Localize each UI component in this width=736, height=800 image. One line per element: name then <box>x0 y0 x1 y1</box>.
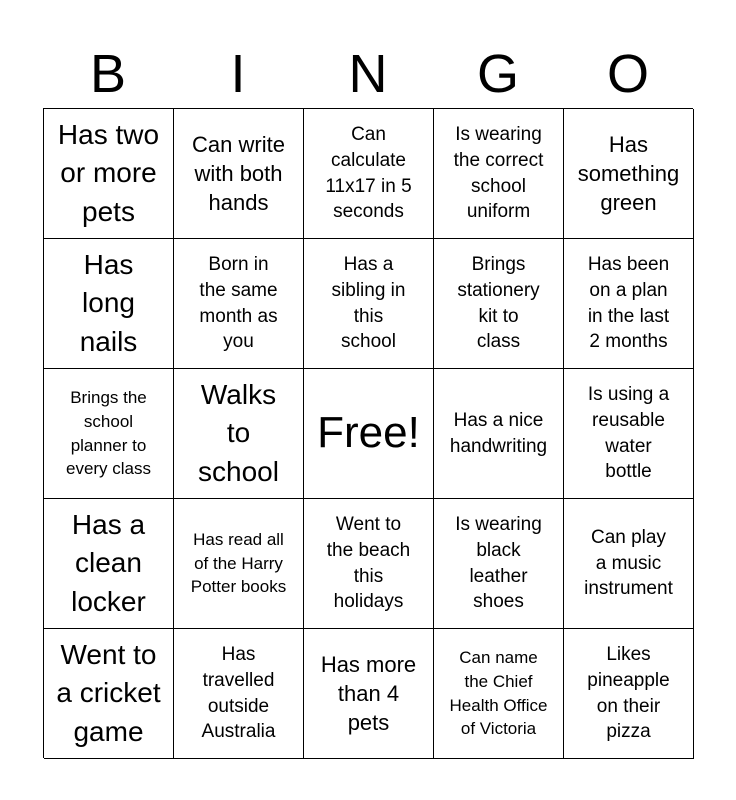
bingo-cell[interactable]: Is wearing black leather shoes <box>434 499 564 629</box>
bingo-cell[interactable]: Went to the beach this holidays <box>304 499 434 629</box>
bingo-cell[interactable]: Is using a reusable water bottle <box>564 369 694 499</box>
header-letter-n: N <box>348 44 388 104</box>
bingo-cell[interactable]: Brings the school planner to every class <box>44 369 174 499</box>
bingo-cell[interactable]: Went to a cricket game <box>44 629 174 759</box>
bingo-cell[interactable]: Has more than 4 pets <box>304 629 434 759</box>
bingo-cell[interactable]: Likes pineapple on their pizza <box>564 629 694 759</box>
bingo-cell[interactable]: Can play a music instrument <box>564 499 694 629</box>
bingo-cell[interactable]: Can name the Chief Health Office of Victoria <box>434 629 564 759</box>
bingo-cell[interactable]: Has a nice handwriting <box>434 369 564 499</box>
bingo-grid <box>43 108 693 758</box>
header-letter-o: O <box>606 44 649 104</box>
bingo-cell[interactable]: Has long nails <box>44 239 174 369</box>
free-space-cell[interactable]: Free! <box>304 369 434 499</box>
bingo-cell[interactable]: Has been on a plan in the last 2 months <box>564 239 694 369</box>
bingo-cell[interactable]: Has a sibling in this school <box>304 239 434 369</box>
header-letter-g: G <box>476 44 519 104</box>
bingo-cell[interactable]: Can calculate 11x17 in 5 seconds <box>304 109 434 239</box>
bingo-cell[interactable]: Has travelled outside Australia <box>174 629 304 759</box>
bingo-cell[interactable]: Is wearing the correct school uniform <box>434 109 564 239</box>
bingo-cell[interactable]: Walks to school <box>174 369 304 499</box>
header-letter-i: I <box>230 44 246 104</box>
header-letter-b: B <box>89 44 127 104</box>
bingo-header <box>43 40 693 108</box>
bingo-cell[interactable]: Has two or more pets <box>44 109 174 239</box>
bingo-cell[interactable]: Has something green <box>564 109 694 239</box>
bingo-cell[interactable]: Has read all of the Harry Potter books <box>174 499 304 629</box>
bingo-cell[interactable]: Brings stationery kit to class <box>434 239 564 369</box>
bingo-cell[interactable]: Can write with both hands <box>174 109 304 239</box>
bingo-cell[interactable]: Born in the same month as you <box>174 239 304 369</box>
bingo-cell[interactable]: Has a clean locker <box>44 499 174 629</box>
